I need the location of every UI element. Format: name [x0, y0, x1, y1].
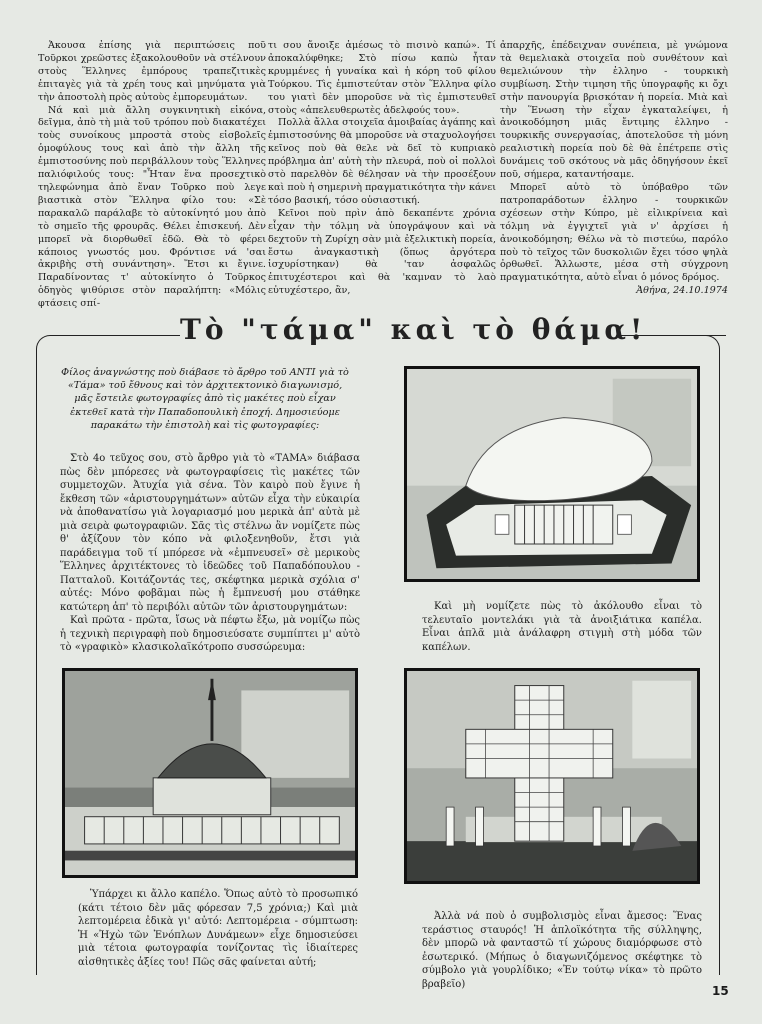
photo-1-caption — [422, 600, 702, 654]
column-2-paragraph-1: τι σου ἄνοιξε ἀμέσως τὸ πισινὸ καπώ». Τί ἀποκαλύφθηκε; Στὸ πίσω καπὼ ἦταν κρυμμένες ἡ γυναίκα καὶ ἡ κόρη τοῦ φίλου Τούρκου. Τὶς ἐμπιστεύταν στὸν Ἕλληνα φίλο του γιατὶ δὲν μποροῦσε νὰ τὶς ἐμπιστευθεῖ στοὺς «ἀπελευθερωτὲς ἀδελφούς του». — [268, 40, 496, 116]
photo-1-caption-text: Καὶ μὴ νομίζετε πὼς τὸ ἀκόλουθο εἶναι τὸ τελευταῖο μοντελάκι γιὰ τὰ ἀνοιξιάτικα καπέλα. Εἶναι ἁπλᾶ μιὰ ἀνάλαφρη στιγμὴ στὴ μόδα τῶν καπέλων. — [422, 601, 702, 653]
letter-paragraph-1: Στὸ 4ο τεῦχος σου, στὸ ἄρθρο γιὰ τὸ «ΤΑΜΑ» διάβασα πὼς δὲν μπόρεσες νὰ φωτογραφίσεις τὶς μακέτες τῶν συμμετοχῶν. Ἀτυχία γιὰ σένα. Τὸν καιρὸ ποὺ ἔγινε ἡ ἔκθεση τῶν «ἀριστουργημάτων» αὐτῶν εἶχα τὴν εὐκαιρία νὰ ἀποθανατίσω γιὰ λογαριασμό μου μερικὰ ἀπ' αὐτὰ μὲ μιὰ σειρὰ φωτογραφιῶν. Σᾶς τὶς στέλνω ἂν νομίζετε πὼς θ' ἀξίζουν τὸν κόπο νὰ φιλοξενηθοῦν, ἔτσι γιὰ παράδειγμα τοῦ τί μπόρεσε νὰ «ἐμπνευσεῖ» σὲ μερικοὺς Ἕλληνες ἀρχιτέκτονες τὸ ἰδεῶδες τοῦ Παπαδόπουλου - Πατταλοῦ. Κοιτάζοντάς τες, σκέφτηκα μερικὰ σχόλια σ' αὐτές: Μόνο φοβᾶμαι πὼς ἡ ἔμπνευσή μου στάθηκε κατώτερη ἀπ' τὸ περιβόλι αὐτῶν τῶν ἀριστουργημάτων: — [60, 453, 360, 613]
domed-chapel-photo — [62, 668, 358, 878]
headline: Τὸ "τάμα" καὶ τὸ θάμα! — [180, 310, 620, 354]
column-2-paragraph-3: Κεῖνοι ποὺ πρὶν ἀπὸ δεκαπέντε χρόνια εἶχαν τὴν τόλμη νὰ ὑπογράψουν καὶ νὰ δεχτοῦν τὴ Ζυρίχη σὰν μιὰ ἐξελικτικὴ πορεία, ἔστω ἀναγκαστικὴ (ὅπως ἀργότερα ἰσχυρίστηκαν) θὰ 'ταν ἀσφαλῶς ἐπιτυχέστεροι καὶ θὰ 'καμναν τὸ λαὸ εὐτυχέστερο, ἂν, — [268, 207, 496, 297]
letter-body — [60, 452, 360, 655]
headline-block — [36, 310, 726, 354]
photo-2-caption — [78, 888, 358, 969]
headline-rule-right — [626, 335, 726, 336]
photo-3-caption — [422, 910, 702, 991]
column-2-paragraph-2: Πολλὰ ἄλλα στοιχεῖα ἀμοιβαίας ἀγάπης καὶ ἐμπιστοσύνης θὰ μποροῦσε νὰ σταχυολογήσει κεῖνος ποὺ θὰ θελε νὰ δεῖ τὸ κυπριακὸ πρόβλημα ἀπ' αὐτὴ τὴν πλευρά, ποὺ οἱ πολλοὶ στὸ παρελθὸν δὲ θέλησαν νὰ τὴν προσέξουν καὶ ποὺ ἡ σημερινὴ πραγματικότητα τὴν κάνει τόσο βασική, τόσο οὐσιαστική. — [268, 117, 496, 206]
column-2 — [268, 40, 496, 298]
column-1 — [38, 40, 266, 311]
page-number: 15 — [712, 984, 729, 998]
column-3-paragraph-1: ἀπαρχῆς, ἐπέδειχναν συνέπεια, μὲ γνώμονα τὰ θεμελιακὰ στοιχεῖα ποὺ συνθέτουν καὶ θεμελιώνουν τὴν ἑλληνο - τουρκικὴ συμβίωση. Στὴν τιμηση τῆς ὑπογραφῆς κι ὄχι στὴν πανουργία βρισκόταν ἡ πορεία. Μιὰ καὶ τὴν Ἕνωση τὴν εἶχαν ἐγκαταλείψει, ἡ ἀνοικοδόμηση μιᾶς ἔντιμης ἑλληνο - τουρκικῆς συνεργασίας, ἀποτελοῦσε τὴ μόνη ρεαλιστικὴ πορεία ποὺ δὲ θὰ ἐπέτρεπε στὶς δυνάμεις τοῦ σκότους νὰ μᾶς ὁδηγήσουν ἐκεῖ ποῦ, σήμερα, καταντήσαμε. — [500, 40, 728, 181]
column-3 — [500, 40, 728, 298]
letter-paragraph-2: Καὶ πρῶτα - πρῶτα, ἴσως νὰ πέφτω ἔξω, μὰ νομίζω πὼς ἡ τεχνικὴ περιγραφὴ ποὺ δημοσιεύσατε συμπίπτει μ' αὐτὸ τὸ «γραφικὸ» κλασικολαϊκότροπο συσσώρευμα: — [60, 615, 360, 653]
photo-3-caption-text: Ἀλλὰ νά ποὺ ὁ συμβολισμὸς εἶναι ἄμεσος: Ἕνας τεράστιος σταυρός! Ἡ ἁπλοϊκότητα τῆς σύλληψης, δὲν μπορῶ νὰ φανταστῶ τί χώρους διαμόρφωσε στὸ ἐσωτερικό. (Μήπως ὁ διαγωνιζόμενος σκέφτηκε τὸ σύμβολο γιὰ γουρλίδικο; «Ἐν τούτῳ νίκα» τὸ πρῶτο βραβεῖο) — [422, 911, 702, 990]
column-3-paragraph-2: Μπορεῖ αὐτὸ τὸ ὑπόβαθρο τῶν πατροπαράδοτων ἑλληνο - τουρκικῶν σχέσεων στὴν Κύπρο, μὲ εἰλικρίνεια καὶ τόλμη νὰ ἐγγιχτεῖ γιὰ ν' ἀρχίσει ἡ ἀνοικοδόμηση; Θέλω νὰ τὸ πιστεύω, παρόλο ποὺ τὸ τεῖχος τῶν δυσκολιῶν ἔχει τόσο ψηλὰ ὀρθωθεῖ. Ἄλλωστε, μέσα στὴ σύγχρονη πραγματικότητα, αὐτὸ εἶναι ὁ μόνος δρόμος. — [500, 181, 728, 284]
intro-note: Φίλος ἀναγνώστης ποὺ διάβασε τὸ ἄρθρο τοῦ ANTI γιὰ τὸ «Τάμα» τοῦ ἔθνους καὶ τὸν ἀρχιτεκτονικὸ διαγωνισμό, μᾶς ἔστειλε φωτογραφίες ἀπὸ τὶς μακέτες ποὺ εἶχαν ἐκτεθεῖ κατὰ τὴν Παπαδοπουλικὴ ἐποχή. Δημοσιεύομε παρακάτω τὴν ἐπιστολὴ καὶ τὶς φωτογραφίες: — [61, 367, 349, 431]
signoff: Ἀθήνα, 24.10.1974 — [636, 285, 728, 297]
church-model-photo — [404, 366, 700, 582]
photo-2-caption-text: Ὑπάρχει κι ἄλλο καπέλο. Ὅπως αὐτὸ τὸ προσωπικό (κάτι τέτοιο δὲν μᾶς φόρεσαν 7,5 χρόνια;) Καὶ μιὰ λεπτομέρεια ἐδικὰ γι' αὐτό: Λεπτομέρεια - σύμπτωση: Ἡ «Ἠχὼ τῶν Ἐνόπλων Δυνάμεων» εἶχε δημοσιεύσει μιὰ τέτοια φωτογραφία τονίζοντας τὶς ἰδιαίτερες αἰσθητικὲς ἀξίες του! Πῶς σᾶς φαίνεται αὐτή; — [78, 889, 358, 968]
cross-building-photo — [404, 668, 700, 884]
column-1-paragraph-2: Νά καὶ μιὰ ἄλλη συγκινητικὴ εἰκόνα, δεῖγμα, ἀπὸ τὴ μιὰ τοῦ τρόπου ποὺ διακατέχει τοὺς συνοίκους μπροστὰ στοὺς εἰσβολεῖς ὁμοφύλους τους καὶ ἀπὸ τὴν ἄλλη τῆς ἐμπιστοσύνης ποὺ περιβάλλουν τοὺς Ἕλληνες παλιόφιλούς τους: "Ἦταν ἕνα προσεχτικὸ τηλεφώνημα ἀπὸ ἕναν Τοῦρκο ποὺ λεγε βιαστικὰ στὸν Ἕλληνα φίλο του: «Σὲ παρακαλῶ παράλαβε τὸ αὐτοκίνητό μου ἀπὸ τὸ σημεῖο τῆς φρουρᾶς. Θέλει ἐπισκευή. Δὲν μπορεῖ νὰ διορθωθεῖ ἐδῶ. Θὰ τὸ φέρει κάποιος γνωστός μου. Φρόντισε νά 'σαι ἀκριβὴς στὴ συνάντηση». Ἔτσι κι ἔγινε. Παραδίνοντας τ' αὐτοκίνητο ὁ Τοῦρκος ὁδηγὸς ψιθύρισε στὸν παραλήπτη: «Μόλις φτάσεις σπί- — [38, 104, 266, 310]
column-1-paragraph-1: Ἀκουσα ἐπίσης γιὰ περιπτώσεις ποῦ Τοῦρκοι χρεῶστες ἐξακολουθοῦν νὰ στέλνουν στοὺς Ἕλληνες ἐμπόρους τραπεζιτικὲς ἐπιταγὲς γιὰ τὰ χρέη τους καὶ μηνύματα γιὰ τὴν ἀποστολὴ πρὸς αὐτοὺς ἐμπορευμάτων. — [38, 40, 266, 103]
